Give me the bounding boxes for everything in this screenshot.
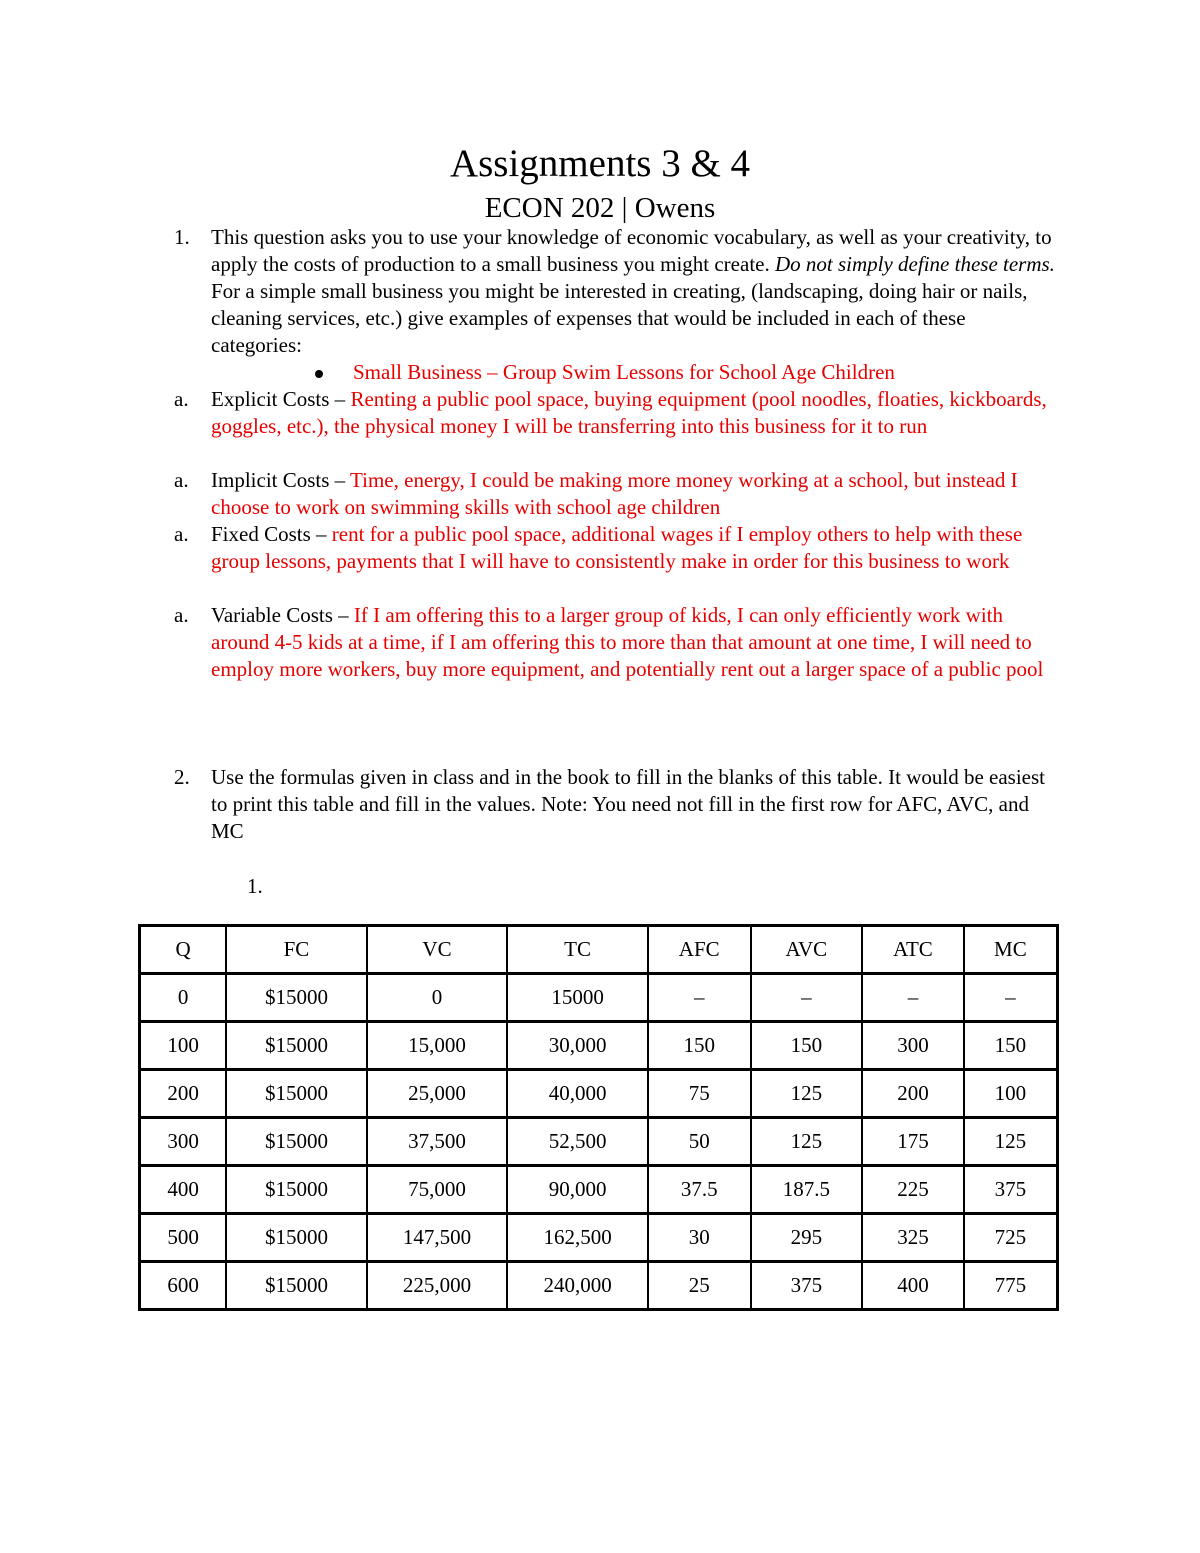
item-label: Implicit Costs –: [211, 468, 351, 492]
document-subtitle: ECON 202 | Owens: [484, 192, 716, 224]
header-cell: ATC: [862, 926, 964, 974]
document-title: Assignments 3 & 4: [449, 142, 751, 185]
table-cell: 37,500: [367, 1118, 508, 1166]
item-letter: a.: [174, 603, 189, 627]
item-letter: a.: [174, 468, 189, 492]
table-cell: 162,500: [507, 1214, 648, 1262]
table-cell: 125: [751, 1118, 863, 1166]
table-cell: 15000: [507, 974, 648, 1022]
item-label: Explicit Costs –: [211, 387, 351, 411]
table-cell: 725: [964, 1214, 1058, 1262]
table-cell: $15000: [226, 1022, 367, 1070]
business-name: Small Business – Group Swim Lessons for School Age Children: [353, 360, 895, 384]
item-letter: a.: [174, 387, 189, 411]
table-cell: 30: [648, 1214, 751, 1262]
table-cell: 325: [862, 1214, 964, 1262]
header-cell: Q: [140, 926, 227, 974]
table-cell: 30,000: [507, 1022, 648, 1070]
table-cell: 600: [140, 1262, 227, 1310]
table-cell: 150: [751, 1022, 863, 1070]
table-cell: –: [862, 974, 964, 1022]
table-cell: 0: [140, 974, 227, 1022]
table-cell: 150: [964, 1022, 1058, 1070]
table-cell: 25,000: [367, 1070, 508, 1118]
item-text: [211, 602, 1061, 683]
table-cell: $15000: [226, 1262, 367, 1310]
table-cell: 125: [964, 1118, 1058, 1166]
table-cell: 0: [367, 974, 508, 1022]
table-row: [140, 974, 1058, 1022]
table-cell: $15000: [226, 974, 367, 1022]
bullet-icon: [315, 370, 323, 378]
item-text: [211, 386, 1061, 440]
table-cell: 100: [964, 1070, 1058, 1118]
table-cell: 295: [751, 1214, 863, 1262]
item-answer: If I am offering this to a larger group of kids, I can only efficiently work with around 4-5 kids at a time, if I am offering this to more than that amount at one time, I will need to employ more workers, buy more equipment, and potentially rent out a larger space of a public pool: [211, 603, 1044, 681]
item-text: [211, 521, 1061, 575]
table-cell: $15000: [226, 1166, 367, 1214]
table-cell: 225,000: [367, 1262, 508, 1310]
table-cell: –: [751, 974, 863, 1022]
item-text: [211, 467, 1061, 521]
table-cell: 225: [862, 1166, 964, 1214]
table-cell: 150: [648, 1022, 751, 1070]
question-1-text-part2: For a simple small business you might be interested in creating, (landscaping, doing hair or nails, cleaning services, etc.) give examples of expenses that would be included in each of these categories:: [211, 279, 1028, 357]
table-row: [140, 1166, 1058, 1214]
table-cell: 100: [140, 1022, 227, 1070]
question-2-text: Use the formulas given in class and in the book to fill in the blanks of this table. It would be easiest to print this table and fill in the values. Note: You need not fill in the first row for AFC, AVC, and MC: [211, 765, 1046, 843]
table-cell: 400: [862, 1262, 964, 1310]
item-answer: Time, energy, I could be making more money working at a school, but instead I choose to work on swimming skills with school age children: [211, 468, 1018, 519]
item-label: Variable Costs –: [211, 603, 354, 627]
table-cell: 37.5: [648, 1166, 751, 1214]
table-cell: 75: [648, 1070, 751, 1118]
table-row: [140, 1118, 1058, 1166]
table-row: [140, 1070, 1058, 1118]
header-cell: TC: [507, 926, 648, 974]
table-row: [140, 1022, 1058, 1070]
table-cell: 50: [648, 1118, 751, 1166]
table-cell: 300: [140, 1118, 227, 1166]
header-cell: VC: [367, 926, 508, 974]
table-row: [140, 1262, 1058, 1310]
table-cell: 375: [751, 1262, 863, 1310]
table-cell: 15,000: [367, 1022, 508, 1070]
item-answer: Renting a public pool space, buying equipment (pool noodles, floaties, kickboards, goggles, etc.), the physical money I will be transferring into this business for it to run: [211, 387, 1047, 438]
table-cell: 25: [648, 1262, 751, 1310]
table-cell: 90,000: [507, 1166, 648, 1214]
table-cell: 40,000: [507, 1070, 648, 1118]
item-answer: rent for a public pool space, additional wages if I employ others to help with these group lessons, payments that I will have to consistently make in order for this business to work: [211, 522, 1023, 573]
table-cell: 175: [862, 1118, 964, 1166]
question-1-text-part1: This question asks you to use your knowledge of economic vocabulary, as well as your creativity, to apply the costs of production to a small business you might create.: [211, 225, 1052, 276]
table-cell: 775: [964, 1262, 1058, 1310]
table-cell: 187.5: [751, 1166, 863, 1214]
header-cell: AVC: [751, 926, 863, 974]
table-cell: 125: [751, 1070, 863, 1118]
table-cell: 300: [862, 1022, 964, 1070]
table-header-row: [140, 926, 1058, 974]
table-cell: 240,000: [507, 1262, 648, 1310]
table-cell: 500: [140, 1214, 227, 1262]
table-cell: $15000: [226, 1070, 367, 1118]
question-1-text-italic: Do not simply define these terms.: [774, 252, 1055, 276]
table-row: [140, 1214, 1058, 1262]
question-2-number: 2.: [174, 765, 190, 789]
header-cell: MC: [964, 926, 1058, 974]
table-cell: 75,000: [367, 1166, 508, 1214]
header-cell: AFC: [648, 926, 751, 974]
table-cell: $15000: [226, 1118, 367, 1166]
table-cell: 200: [862, 1070, 964, 1118]
table-cell: –: [648, 974, 751, 1022]
table-cell: 147,500: [367, 1214, 508, 1262]
table-cell: 400: [140, 1166, 227, 1214]
item-letter: a.: [174, 522, 189, 546]
table-cell: 200: [140, 1070, 227, 1118]
question-1-text: [211, 224, 1061, 359]
table-cell: 375: [964, 1166, 1058, 1214]
header-cell: FC: [226, 926, 367, 974]
item-label: Fixed Costs –: [211, 522, 332, 546]
question-1-number: 1.: [174, 225, 190, 249]
table-cell: –: [964, 974, 1058, 1022]
table-cell: 52,500: [507, 1118, 648, 1166]
question-2-subnumber: 1.: [247, 874, 263, 898]
table-cell: $15000: [226, 1214, 367, 1262]
cost-table: [138, 924, 1059, 1311]
